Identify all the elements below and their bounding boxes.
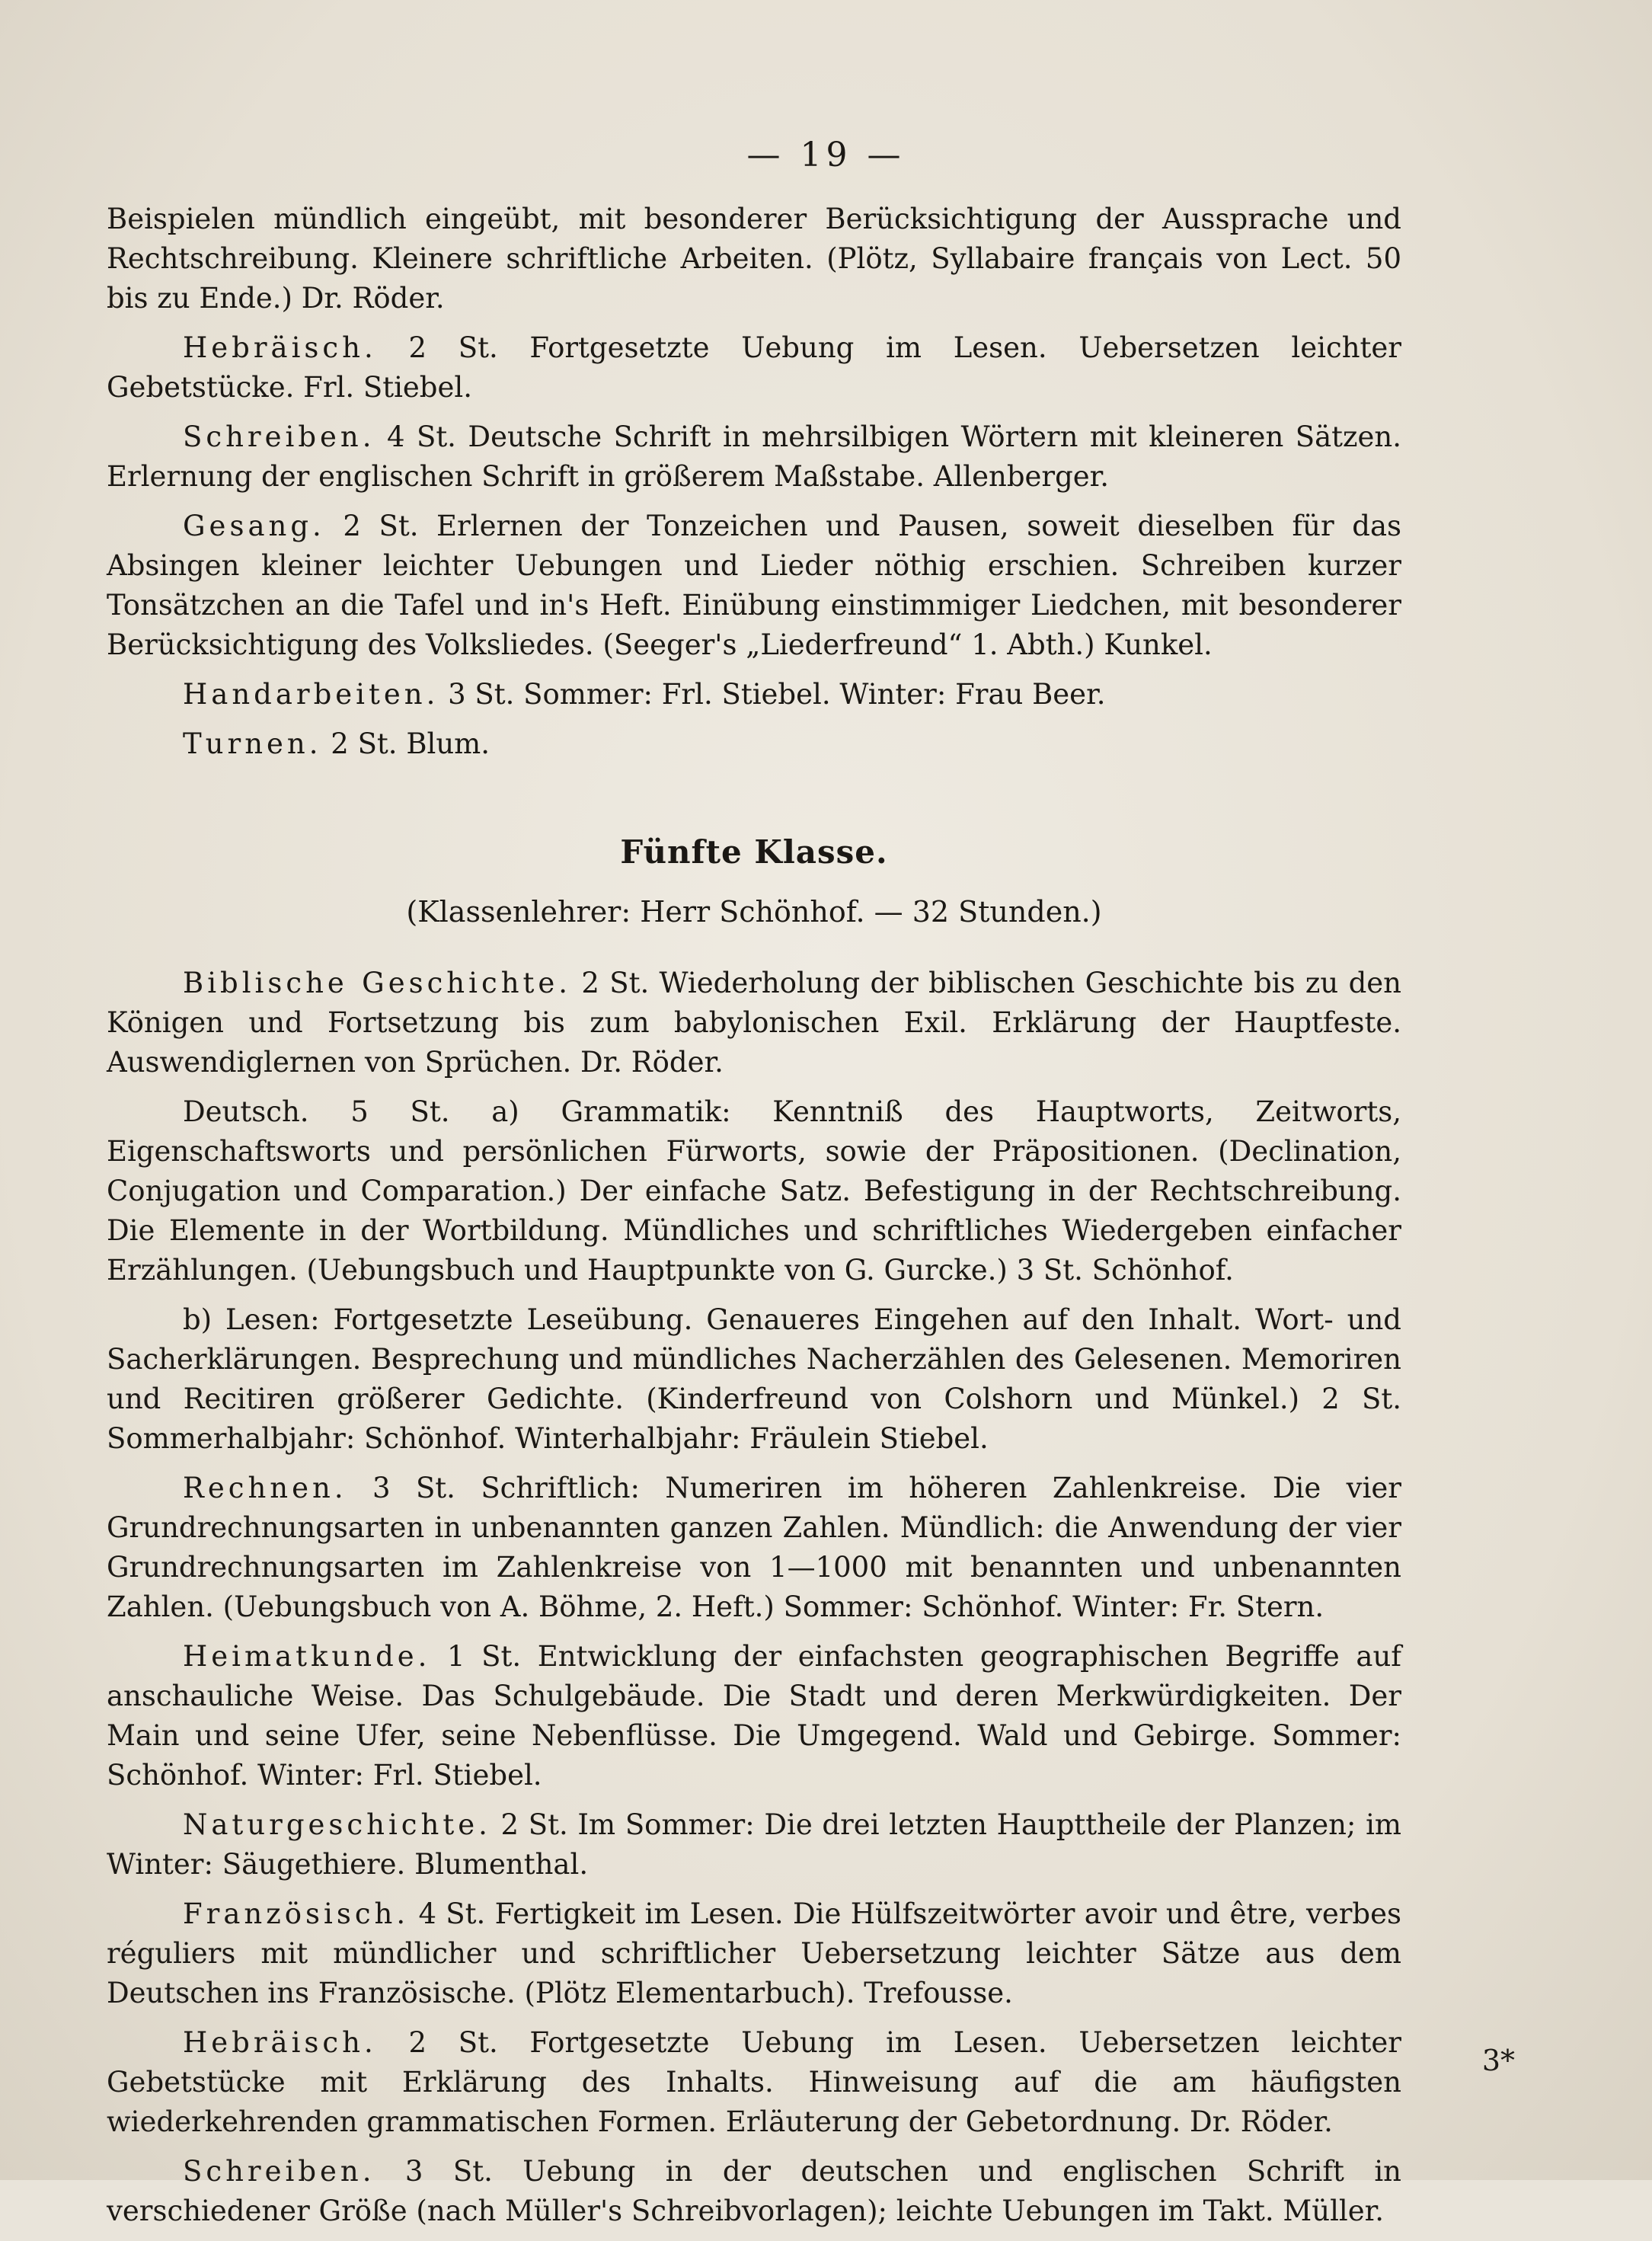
subject-writing-4th: Schreiben. [183,420,375,453]
subject-biblical-history: Biblische Geschichte. [183,967,572,999]
text-gymnastics-4th: 2 St. Blum. [321,727,490,760]
text-local-studies: 1 St. Entwicklung der einfachsten geographischen Begriffe auf anschauliche Weise. Das Schulgebäude. Die Stadt und deren Merkwürdigkeiten. Der Main und seine Ufer, seine Nebenflüsse. Die Umgegend. Wald und Gebirge. Sommer: Schönhof. Winter: Frl. Stiebel. [107,1640,1401,1792]
paragraph-hebrew-5th [107,2023,1401,2142]
page-content [107,200,1401,2241]
subject-hebrew-5th: Hebräisch. [183,2026,377,2059]
subject-gymnastics-4th: Turnen. [183,727,322,760]
paragraph-german [107,1092,1401,1290]
text-hebrew-4th: 2 St. Fortgesetzte Uebung im Lesen. Uebersetzen leichter Gebetstücke. Frl. Stiebel. [107,331,1401,404]
paragraph-local-studies [107,1637,1401,1795]
section-subtitle: (Klassenlehrer: Herr Schönhof. — 32 Stunden.) [406,895,1102,929]
paragraph-french [107,1894,1401,2013]
text-french: 4 St. Fertigkeit im Lesen. Die Hülfszeitwörter avoir und être, verbes réguliers mit mündlicher und schriftlicher Uebersetzung leichter Sätze aus dem Deutschen ins Französische. (Plötz Elementarbuch). Trefousse. [107,1897,1401,2009]
paragraph-french-continuation: Beispielen mündlich eingeübt, mit besonderer Berücksichtigung der Aussprache und Rechtschreibung. Kleinere schriftliche Arbeiten. (Plötz, Syllabaire français von Lect. 50 bis zu Ende.) Dr. Röder. [107,203,1401,315]
subject-french: Französisch. [183,1897,410,1930]
text-writing-5th: 3 St. Uebung in der deutschen und englischen Schrift in verschiedener Größe (nach Müller's Schreibvorlagen); leichte Uebungen im Takt. Müller. [107,2155,1401,2227]
section-title: Fünfte Klasse. [620,833,888,871]
paragraph-gymnastics-4th [107,724,1401,764]
paragraph-writing-5th [107,2152,1401,2231]
subject-local-studies: Heimatkunde. [183,1640,431,1673]
subject-writing-5th: Schreiben. [183,2155,375,2188]
text-singing-4th: 2 St. Erlernen der Tonzeichen und Pausen, soweit dieselben für das Absingen kleiner leichter Uebungen und Lieder nöthig erschien. Schreiben kurzer Tonsätzchen an die Tafel und in's Heft. Einübung einstimmiger Liedchen, mit besonderer Berücksichtigung des Volksliedes. (Seeger's „Liederfreund“ 1. Abth.) Kunkel. [107,510,1401,661]
paragraph-german-reading: b) Lesen: Fortgesetzte Leseübung. Genaueres Eingehen auf den Inhalt. Wort- und Sacherklärungen. Besprechung und mündliches Nacherzählen des Gelesenen. Memoriren und Recitiren größerer Gedichte. (Kinderfreund von Colshorn und Münkel.) 2 St. Sommerhalbjahr: Schönhof. Winterhalbjahr: Fräulein Stiebel. [107,1303,1401,1455]
paragraph-singing-4th [107,507,1401,665]
subject-handwork-4th: Handarbeiten. [183,678,439,711]
page-number: — 19 — [746,136,906,174]
paragraph-arithmetic [107,1469,1401,1627]
text-arithmetic: 3 St. Schriftlich: Numeriren im höheren Zahlenkreise. Die vier Grundrechnungsarten in unbenannten ganzen Zahlen. Mündlich: die Anwendung der vier Grundrechnungsarten im Zahlenkreise von 1—1000 mit benannten und unbenannten Zahlen. (Uebungsbuch von A. Böhme, 2. Heft.) Sommer: Schönhof. Winter: Fr. Stern. [107,1472,1401,1623]
text-hebrew-5th: 2 St. Fortgesetzte Uebung im Lesen. Uebersetzen leichter Gebetstücke mit Erklärung des Inhalts. Hinweisung auf die am häufigsten wiederkehrenden grammatischen Formen. Erläuterung der Gebetordnung. Dr. Röder. [107,2026,1401,2138]
paragraph-hebrew-4th [107,328,1401,408]
paragraph-handwork-4th [107,675,1401,714]
paragraph-natural-history [107,1805,1401,1885]
subject-german: Deutsch. [183,1095,309,1128]
text-writing-4th: 4 St. Deutsche Schrift in mehrsilbigen Wörtern mit kleineren Sätzen. Erlernung der englischen Schrift in größerem Maßstabe. Allenberger. [107,420,1401,493]
signature-mark: 3* [1481,2044,1515,2077]
text-handwork-4th: 3 St. Sommer: Frl. Stiebel. Winter: Frau Beer. [439,678,1106,711]
subject-singing-4th: Gesang. [183,510,325,542]
text-natural-history: 2 St. Im Sommer: Die drei letzten Haupttheile der Planzen; im Winter: Säugethiere. Blumenthal. [107,1808,1401,1881]
paragraph-writing-4th [107,417,1401,497]
subject-hebrew-4th: Hebräisch. [183,331,377,364]
subject-arithmetic: Rechnen. [183,1472,347,1504]
paragraph-biblical-history [107,964,1401,1082]
subject-natural-history: Naturgeschichte. [183,1808,491,1841]
text-biblical-history: 2 St. Wiederholung der biblischen Geschichte bis zu den Königen und Fortsetzung bis zum babylonischen Exil. Erklärung der Hauptfeste. Auswendiglernen von Sprüchen. Dr. Röder. [107,967,1401,1079]
text-german: 5 St. a) Grammatik: Kenntniß des Hauptworts, Zeitworts, Eigenschaftsworts und persönlichen Fürworts, sowie der Präpositionen. (Declination, Conjugation und Comparation.) Der einfache Satz. Befestigung in der Rechtschreibung. Die Elemente in der Wortbildung. Mündliches und schriftliches Wiedergeben einfacher Erzählungen. (Uebungsbuch und Hauptpunkte von G. Gurcke.) 3 St. Schönhof. [107,1095,1401,1287]
